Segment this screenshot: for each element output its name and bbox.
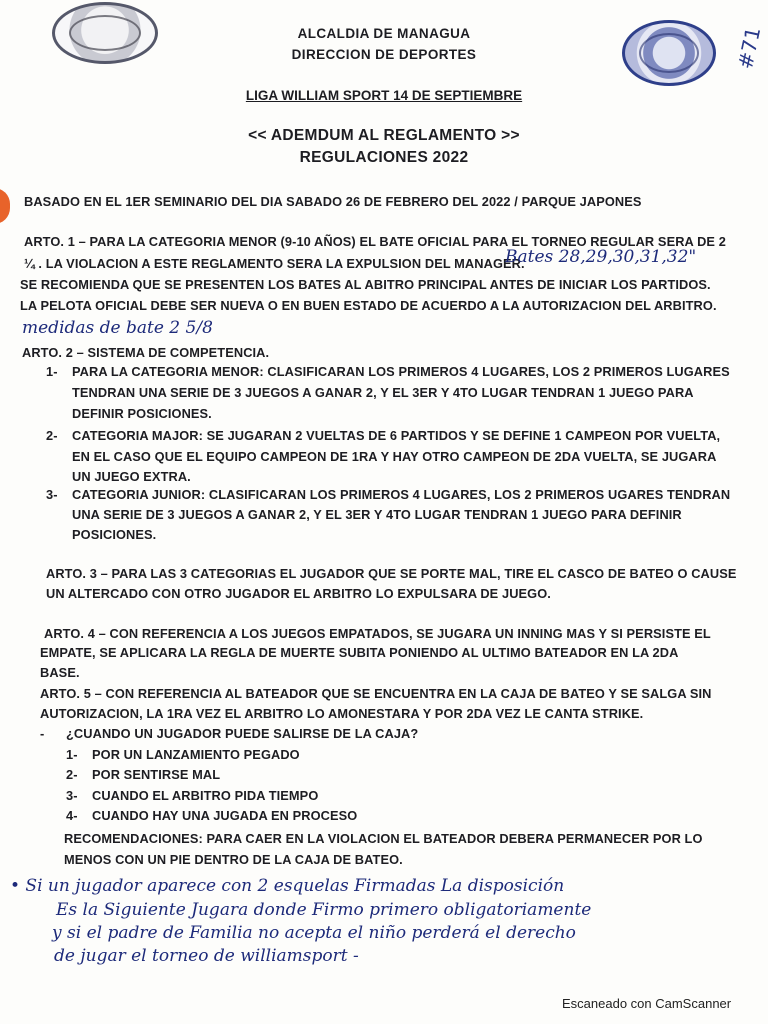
handwritten-bates-note: Bates 28,29,30,31,32" (505, 247, 697, 267)
arto4-line-2: EMPATE, SE APLICARA LA REGLA DE MUERTE SUBITA PONIENDO AL ULTIMO BATEADOR EN LA 2DA (40, 645, 679, 660)
arto2-item-2-line-2: EN EL CASO QUE EL EQUIPO CAMPEON DE 1RA Y HAY OTRO CAMPEON DE 2DA VUELTA, SE JUGARA (72, 449, 717, 464)
arto2-item-1-line-1: PARA LA CATEGORIA MENOR: CLASIFICARAN LOS PRIMEROS 4 LUGARES, LOS 2 PRIMEROS LUGARES (72, 364, 730, 379)
arto5-item-1-number: 1- (66, 747, 78, 762)
arto2-title: ARTO. 2 – SISTEMA DE COMPETENCIA. (22, 345, 270, 360)
header-line-1: ALCALDIA DE MANAGUA (297, 26, 471, 41)
handwritten-note-line-1: • Si un jugador aparece con 2 esquelas Firmadas La disposición (10, 876, 565, 896)
arto5-question-dash: - (40, 726, 45, 741)
camscanner-footer: Escaneado con CamScanner (562, 996, 732, 1011)
document-subtitle: REGULACIONES 2022 (299, 149, 469, 166)
handwritten-note-line-4: de jugar el torneo de williamsport - (54, 946, 359, 966)
handwritten-note-line-2: Es la Siguiente Jugara donde Firmo primero obligatoriamente (56, 900, 592, 920)
handwritten-bat-measure: medidas de bate 2 5/8 (22, 318, 213, 338)
orange-paper-mark (0, 188, 10, 224)
document-title: << ADEMDUM AL REGLAMENTO >> (248, 127, 520, 144)
arto5-item-4-text: CUANDO HAY UNA JUGADA EN PROCESO (92, 808, 358, 823)
arto2-item-1-line-2: TENDRAN UNA SERIE DE 3 JUEGOS A GANAR 2, Y EL 3ER Y 4TO LUGAR TENDRAN 1 JUEGO PARA (72, 385, 694, 400)
arto5-item-3-number: 3- (66, 788, 78, 803)
arto1-line-2: ¼ . LA VIOLACION A ESTE REGLAMENTO SERA LA EXPULSION DEL MANAGER. (24, 256, 525, 271)
recommendations-line-2: MENOS CON UN PIE DENTRO DE LA CAJA DE BATEO. (64, 852, 403, 867)
arto3-line-2: UN ALTERCADO CON OTRO JUGADOR EL ARBITRO LO EXPULSARA DE JUEGO. (46, 586, 551, 601)
arto3-line-1: ARTO. 3 – PARA LAS 3 CATEGORIAS EL JUGADOR QUE SE PORTE MAL, TIRE EL CASCO DE BATEO O CAUSE (46, 566, 737, 581)
arto5-item-2-text: POR SENTIRSE MAL (92, 767, 221, 782)
arto5-item-1-text: POR UN LANZAMIENTO PEGADO (92, 747, 300, 762)
recommendations-line-1: RECOMENDACIONES: PARA CAER EN LA VIOLACION EL BATEADOR DEBERA PERMANECER POR LO (64, 831, 703, 846)
arto2-item-2-number: 2- (46, 428, 58, 443)
arto2-item-1-number: 1- (46, 364, 58, 379)
arto4-line-1: ARTO. 4 – CON REFERENCIA A LOS JUEGOS EMPATADOS, SE JUGARA UN INNING MAS Y SI PERSISTE EL (44, 626, 711, 641)
arto2-item-3-number: 3- (46, 487, 58, 502)
league-name: LIGA WILLIAM SPORT 14 DE SEPTIEMBRE (245, 88, 523, 103)
handwritten-page-number: #71 (732, 24, 766, 72)
arto5-item-2-number: 2- (66, 767, 78, 782)
arto2-item-1-line-3: DEFINIR POSICIONES. (72, 406, 212, 421)
arto5-item-3-text: CUANDO EL ARBITRO PIDA TIEMPO (92, 788, 319, 803)
arto2-item-3-line-2: UNA SERIE DE 3 JUEGOS A GANAR 2, Y EL 3ER Y 4TO LUGAR TENDRAN 1 JUEGO PARA DEFINIR (72, 507, 682, 522)
arto5-line-2: AUTORIZACION, LA 1RA VEZ EL ARBITRO LO AMONESTARA Y POR 2DA VEZ LE CANTA STRIKE. (40, 706, 644, 721)
intro-text: BASADO EN EL 1ER SEMINARIO DEL DIA SABADO 26 DE FEBRERO DEL 2022 / PARQUE JAPONES (24, 194, 642, 209)
arto2-item-3-line-1: CATEGORIA JUNIOR: CLASIFICARAN LOS PRIMEROS 4 LUGARES, LOS 2 PRIMEROS UGARES TENDRAN (72, 487, 731, 502)
header-line-2: DIRECCION DE DEPORTES (291, 47, 477, 62)
arto4-line-3: BASE. (40, 665, 80, 680)
arto2-item-3-line-3: POSICIONES. (72, 527, 157, 542)
handwritten-note-line-3: y si el padre de Familia no acepta el niño perderá el derecho (52, 923, 576, 943)
arto1-line-4: LA PELOTA OFICIAL DEBE SER NUEVA O EN BUEN ESTADO DE ACUERDO A LA AUTORIZACION DEL ARBITRO. (20, 298, 717, 313)
arto2-item-2-line-3: UN JUEGO EXTRA. (72, 469, 191, 484)
arto2-item-2-line-1: CATEGORIA MAJOR: SE JUGARAN 2 VUELTAS DE 6 PARTIDOS Y SE DEFINE 1 CAMPEON POR VUELTA, (72, 428, 721, 443)
arto5-question: ¿CUANDO UN JUGADOR PUEDE SALIRSE DE LA CAJA? (66, 726, 419, 741)
arto5-line-1: ARTO. 5 – CON REFERENCIA AL BATEADOR QUE SE ENCUENTRA EN LA CAJA DE BATEO Y SE SALGA SIN (40, 686, 712, 701)
arto1-line-1: ARTO. 1 – PARA LA CATEGORIA MENOR (9-10 AÑOS) EL BATE OFICIAL PARA EL TORNEO REGULAR SERA DE 2 (24, 234, 726, 249)
arto1-line-3: SE RECOMIENDA QUE SE PRESENTEN LOS BATES AL ABITRO PRINCIPAL ANTES DE INICIAR LOS PARTIDOS. (20, 277, 711, 292)
arto5-item-4-number: 4- (66, 808, 78, 823)
